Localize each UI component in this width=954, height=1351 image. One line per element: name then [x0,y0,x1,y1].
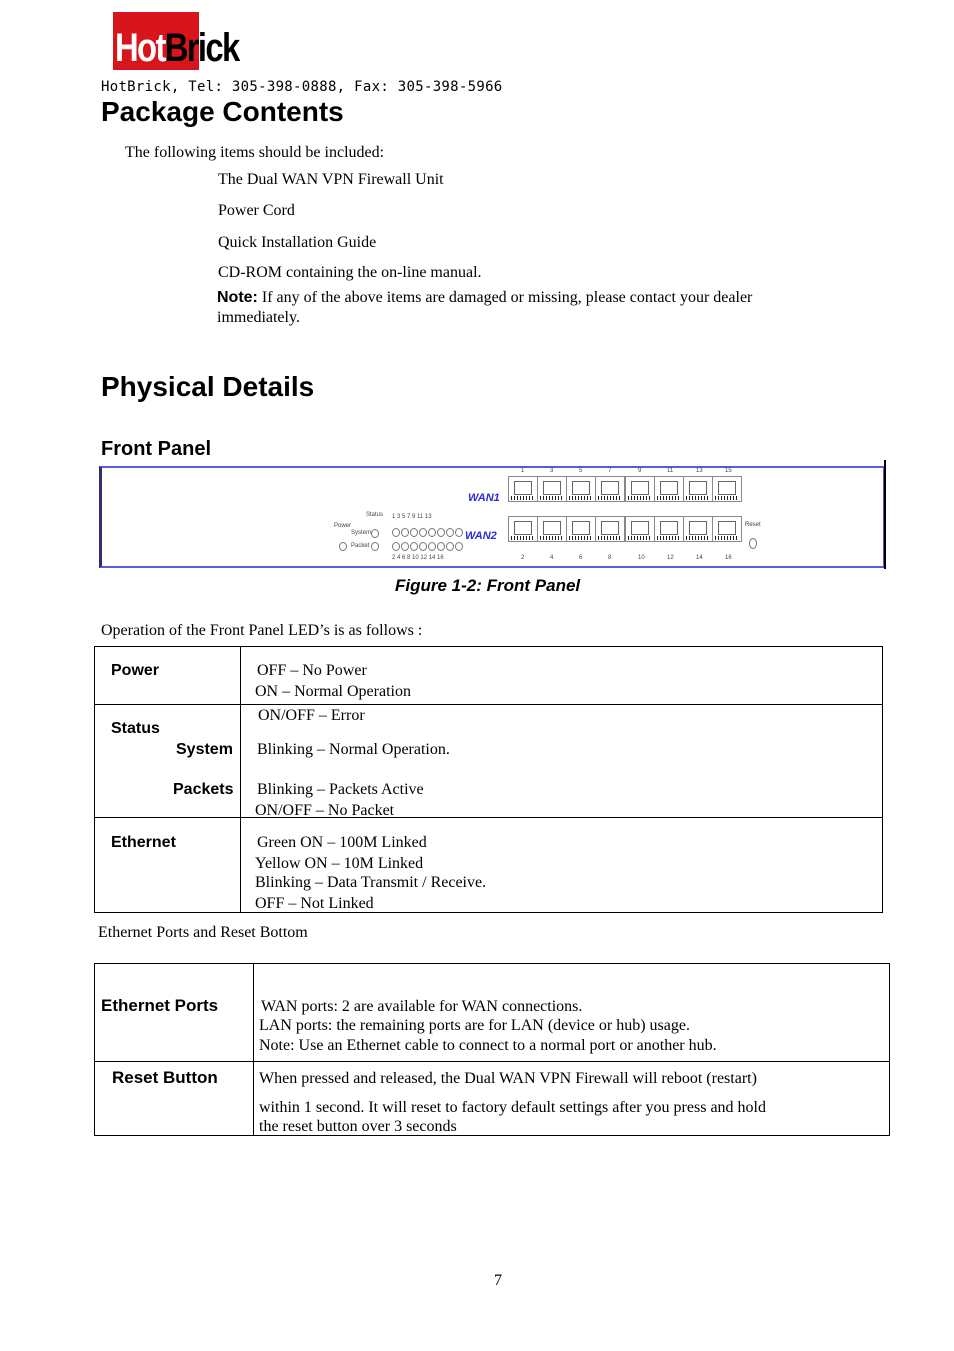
port-socket [660,521,678,535]
port-number: 13 [696,468,703,474]
port-pins [715,496,737,500]
note-label: Note: [217,289,258,306]
port-led [419,528,427,537]
port-pins [657,496,679,500]
port-pins [686,536,708,540]
port-pins [511,536,533,540]
port-number: 2 [521,555,525,561]
ports-line: WAN ports: 2 are available for WAN connections. [261,998,583,1015]
port-number: 4 [550,555,554,561]
port-led [419,542,427,551]
ports-table-row-divider [95,1061,889,1062]
port-pins [511,496,533,500]
rj45-port [566,476,596,502]
reset-line: within 1 second. It will reset to factory default settings after you press and hold [259,1099,766,1116]
reset-button-hole [749,538,757,549]
contact-line: HotBrick, Tel: 305-398-0888, Fax: 305-398-5966 [101,79,503,95]
rj45-port [595,516,625,542]
led-intro: Operation of the Front Panel LED’s is as follows : [101,622,423,639]
port-led [428,528,436,537]
package-contents-heading: Package Contents [101,96,344,127]
rj45-port [683,476,713,502]
port-led [437,542,445,551]
hotbrick-logo [113,12,258,70]
led-table-row-divider [95,704,882,705]
note-text-line1: If any of the above items are damaged or missing, please contact your dealer [261,289,753,306]
port-led [392,528,400,537]
port-led [392,542,400,551]
package-intro: The following items should be included: [125,144,385,161]
status-line: Blinking – Normal Operation. [257,741,450,758]
port-pins [569,536,591,540]
panel-frame [99,466,885,568]
rj45-port [595,476,625,502]
package-note [217,288,752,308]
physical-details-heading: Physical Details [101,371,315,402]
port-led [446,528,454,537]
rj45-port [537,516,567,542]
port-socket [514,521,532,535]
wan1-label: WAN1 [468,492,500,504]
port-socket [660,481,678,495]
power-line: OFF – No Power [257,662,367,679]
port-socket [631,521,649,535]
port-pins [686,496,708,500]
port-pins [569,496,591,500]
ports-line: LAN ports: the remaining ports are for LAN (device or hub) usage. [259,1017,690,1034]
figure-caption: Figure 1-2: Front Panel [395,576,581,595]
reset-label: Reset [745,522,761,528]
status-row-label: Status [111,720,160,737]
status-line: ON/OFF – Error [258,707,365,724]
logo-brick-text: Brick [164,26,239,70]
port-pins [628,496,650,500]
port-pins [540,496,562,500]
reset-line: When pressed and released, the Dual WAN VPN Firewall will reboot (restart) [259,1070,757,1087]
port-socket [631,481,649,495]
rj45-port [683,516,713,542]
port-number: 8 [608,555,612,561]
ports-table-divider [253,964,254,1135]
page-number: 7 [494,1272,502,1289]
port-socket [689,481,707,495]
rj45-port [537,476,567,502]
power-label: Power [334,523,352,529]
rj45-port [712,516,742,542]
reset-button-label: Reset Button [112,1068,218,1087]
ethernet-line: Green ON – 100M Linked [257,834,427,851]
port-number: 12 [667,555,674,561]
rj45-port [654,516,684,542]
status-line: ON/OFF – No Packet [255,802,395,819]
port-socket [718,521,736,535]
front-panel-heading: Front Panel [101,438,212,460]
port-number: 3 [550,468,554,474]
port-led [401,542,409,551]
wan2-label: WAN2 [465,530,497,542]
front-panel-figure [99,460,887,569]
package-item: The Dual WAN VPN Firewall Unit [218,171,444,188]
rj45-port [654,476,684,502]
port-socket [601,521,619,535]
rj45-port [625,516,655,542]
port-socket [601,481,619,495]
ethernet-row-label: Ethernet [111,834,176,851]
port-led [428,542,436,551]
port-number: 10 [638,555,645,561]
status-line: Blinking – Packets Active [257,781,424,798]
status-label: Status [366,512,384,518]
packet-led [371,542,379,551]
system-label: System [351,530,372,536]
ethernet-line: Blinking – Data Transmit / Receive. [255,874,487,891]
power-led [339,542,347,551]
reset-line: the reset button over 3 seconds [259,1118,457,1135]
port-number: 16 [725,555,732,561]
rj45-port [566,516,596,542]
port-socket [572,481,590,495]
port-socket [543,521,561,535]
port-led [410,542,418,551]
panel-edge [884,460,886,569]
power-line: ON – Normal Operation [255,683,411,700]
package-item: Power Cord [218,202,295,219]
rj45-port [508,516,538,542]
port-socket [689,521,707,535]
ethernet-ports-label: Ethernet Ports [101,996,219,1015]
logo-hot-text: Hot [115,26,165,70]
port-led [437,528,445,537]
port-socket [572,521,590,535]
led-even-numbers: 2 4 6 8 10 12 14 16 [392,555,444,561]
ethernet-line: OFF – Not Linked [255,895,374,912]
port-socket [543,481,561,495]
logo-wordmark [115,26,239,70]
port-socket [718,481,736,495]
rj45-port [625,476,655,502]
note-text-line2: immediately. [217,309,300,326]
port-led [455,528,463,537]
ethernet-line: Yellow ON – 10M Linked [255,855,424,872]
package-item: CD-ROM containing the on-line manual. [218,264,482,281]
ports-intro: Ethernet Ports and Reset Bottom [98,924,308,941]
system-led [371,529,379,538]
port-pins [540,536,562,540]
port-number: 5 [579,468,583,474]
port-led [455,542,463,551]
rj45-port [712,476,742,502]
port-pins [598,496,620,500]
rj45-port [508,476,538,502]
port-number: 9 [638,468,642,474]
port-number: 14 [696,555,703,561]
port-number: 7 [608,468,612,474]
port-pins [715,536,737,540]
ports-table [94,963,890,1136]
led-table-row-divider [95,817,882,818]
led-table-divider [240,647,241,912]
port-pins [657,536,679,540]
port-led [446,542,454,551]
system-row-label: System [176,741,233,758]
port-led [410,528,418,537]
package-item: Quick Installation Guide [218,234,377,251]
led-odd-numbers: 1 3 5 7 9 11 13 [392,514,432,520]
port-number: 15 [725,468,732,474]
port-pins [598,536,620,540]
power-row-label: Power [111,662,160,679]
port-number: 11 [667,468,674,474]
port-number: 1 [521,468,525,474]
packets-row-label: Packets [173,781,234,798]
ports-line: Note: Use an Ethernet cable to connect to a normal port or another hub. [259,1037,717,1054]
packet-label: Packet [351,543,370,549]
led-table [94,646,883,913]
port-pins [628,536,650,540]
port-socket [514,481,532,495]
port-led [401,528,409,537]
port-number: 6 [579,555,583,561]
